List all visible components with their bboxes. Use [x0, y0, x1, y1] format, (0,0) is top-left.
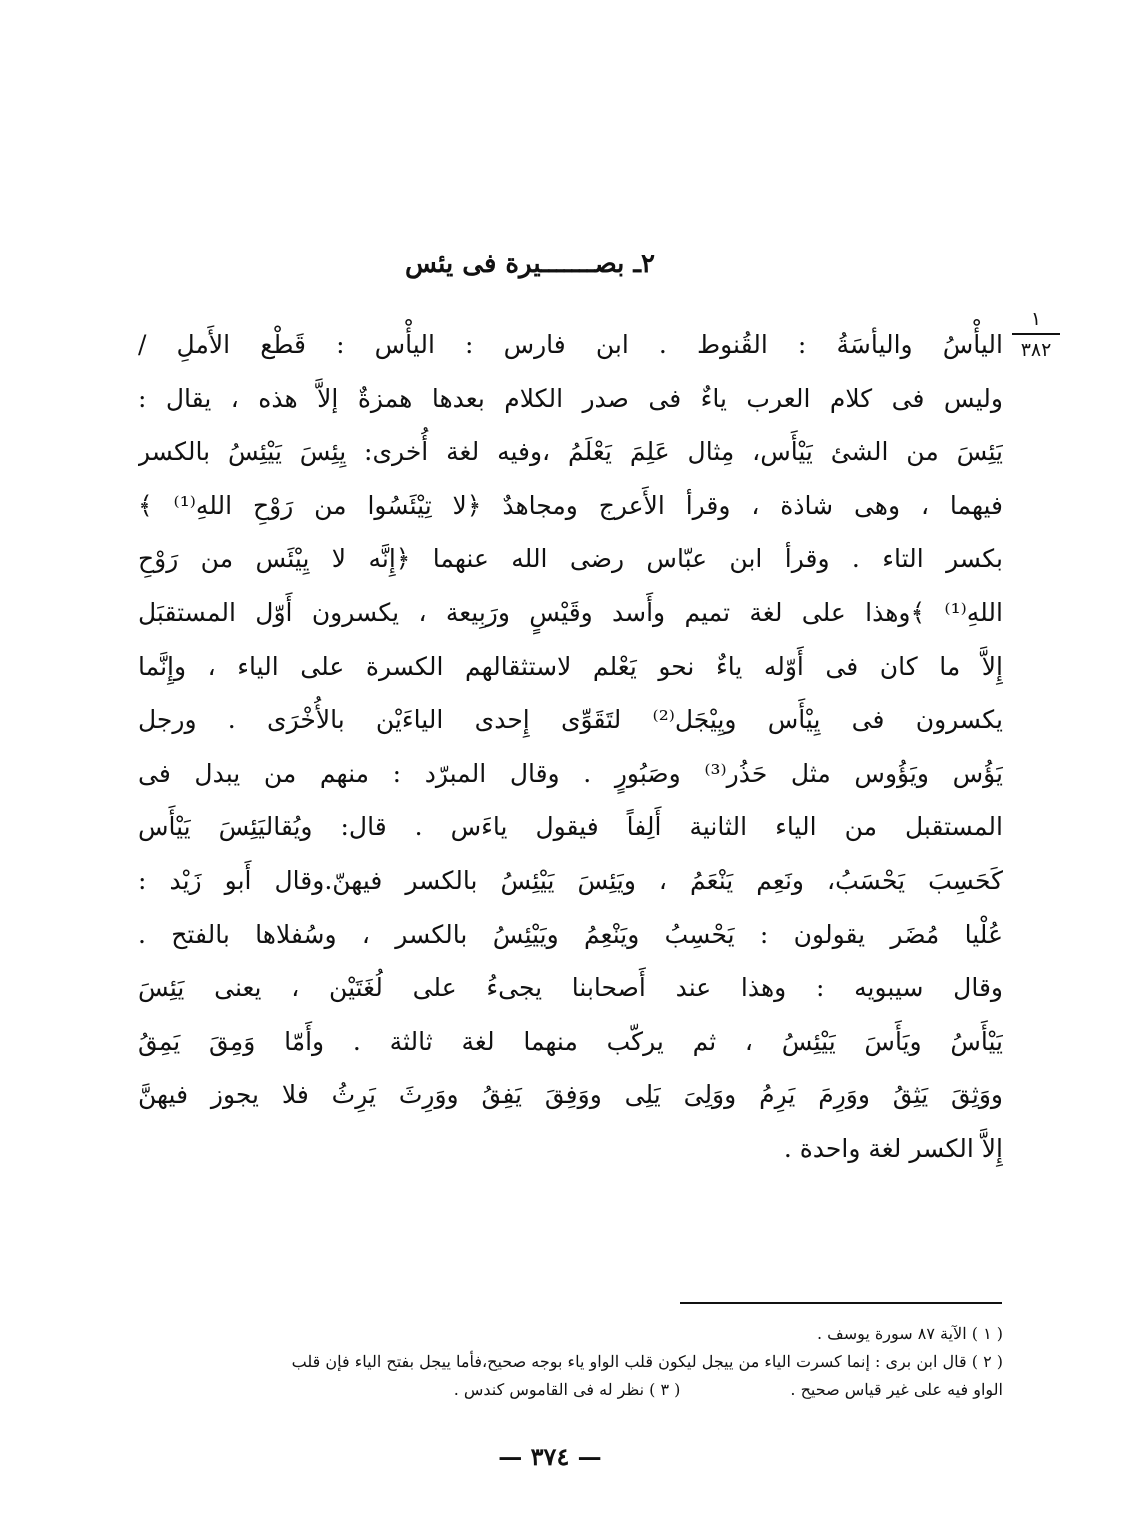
footnote-divider — [680, 1302, 1002, 1304]
footnotes — [138, 1320, 1003, 1404]
body-line: بكسر التاء . وقرأ ابن عبّاس رضى الله عنهما ﴿إِنَّه لا يِيْئَس من رَوْحِ — [138, 544, 1003, 574]
body-text — [138, 318, 1003, 1176]
footnote-row — [138, 1376, 1003, 1404]
body-line: يكسرون فى يِيْأَس ويِيْجَل⁽²⁾ لتَقَوِّى إِحدى الياءَيْن بالأُخْرَى . ورجل — [138, 705, 1003, 735]
body-line: كَحَسِبَ يَحْسَبُ، ونَعِم يَنْعَمُ ، ويَئِسَ يَيْئِسُ بالكسر فيهنّ.وقال أَبو زَيْد : — [138, 865, 1003, 895]
section-title: ٢ـ بصـــــــيرة فى يئس — [405, 249, 655, 279]
footnote-2-continued: الواو فيه على غير قياس صحيح . — [790, 1380, 1003, 1399]
body-line: ووَثِقَ يَثِقُ ووَرِمَ يَرِمُ ووَلِىَ يَلِى ووَفِقَ يَفِقُ ووَرِثَ يَرِثُ فلا يجوز فيهنَّ — [138, 1080, 1003, 1110]
body-line: عُلْيا مُضَر يقولون : يَحْسِبُ ويَنْعِمُ ويَيْئِسُ بالكسر ، وسُفلاها بالفتح . — [138, 919, 1003, 949]
footnote-3: ( ٣ ) نظر له فى القاموس كندس . — [453, 1380, 681, 1399]
body-line: وقال سيبويه : وهذا عند أَصحابنا يجىءُ على لُغَتَيْن ، يعنى يَئِسَ — [138, 973, 1003, 1003]
margin-reference-top: ١ — [1030, 308, 1042, 330]
body-line: يَيْأَسُ ويَأَسَ يَيْئِسُ ، ثم يركّب منهما لغة ثالثة . وأَمّا وَمِقَ يَمِقُ — [138, 1026, 1003, 1056]
body-line: المستقبل من الياء الثانية أَلِفاً فيقول ياءَس . قال: ويُقاليَئِسَ يَيْأَس — [138, 812, 1003, 842]
body-line: فيهما ، وهى شاذة ، وقرأ الأَعرج ومجاهدٌ ﴿لا تِيْئَسُوا من رَوْحِ اللهِ⁽¹⁾ ﴾ — [138, 490, 1003, 520]
body-line: اليأْسُ واليأسَةُ : القُنوط . ابن فارس : اليأْس : قَطْع الأَملِ / — [138, 330, 1003, 359]
body-line: اللهِ⁽¹⁾ ﴾وهذا على لغة تميم وأَسد وقَيْسٍ ورَبِيعة ، يكسرون أَوّل المستقبَل — [138, 597, 1003, 627]
margin-reference-divider — [1012, 333, 1060, 335]
margin-reference — [1006, 308, 1066, 361]
body-line: إِلاَّ ما كان فى أَوّله ياءٌ نحو يَعْلم لاستثقالهم الكسرة على الياء ، وإِنَّما — [138, 651, 1003, 681]
margin-reference-bottom: ٣٨٢ — [1020, 339, 1052, 361]
body-line: إِلاَّ الكسر لغة واحدة . — [783, 1133, 1003, 1163]
page-number: — ٣٧٤ — — [498, 1442, 602, 1471]
body-line: يَؤُس ويَؤُوس مثل حَذُر⁽³⁾ وصَبُورٍ . وقال المبرّد : منهم من يبدل فى — [138, 758, 1003, 788]
body-line: وليس فى كلام العرب ياءٌ فى صدر الكلام بعدها همزةٌ إلاَّ هذه ، يقال : — [138, 383, 1003, 413]
footnote-2: ( ٢ ) قال ابن برى : إنما كسرت الياء من ييجل ليكون قلب الواو ياء بوجه صحيح،فأما ييجل بفتح الياء فإن قلب — [291, 1352, 1003, 1371]
body-line: يَئِسَ من الشئ يَيْأَس، مِثال عَلِمَ يَعْلَمُ ،وفيه لغة أُخرى: يِئِسَ يَيْئِسُ بالكسر — [138, 437, 1003, 467]
footnote-1: ( ١ ) الآية ٨٧ سورة يوسف . — [816, 1324, 1003, 1343]
